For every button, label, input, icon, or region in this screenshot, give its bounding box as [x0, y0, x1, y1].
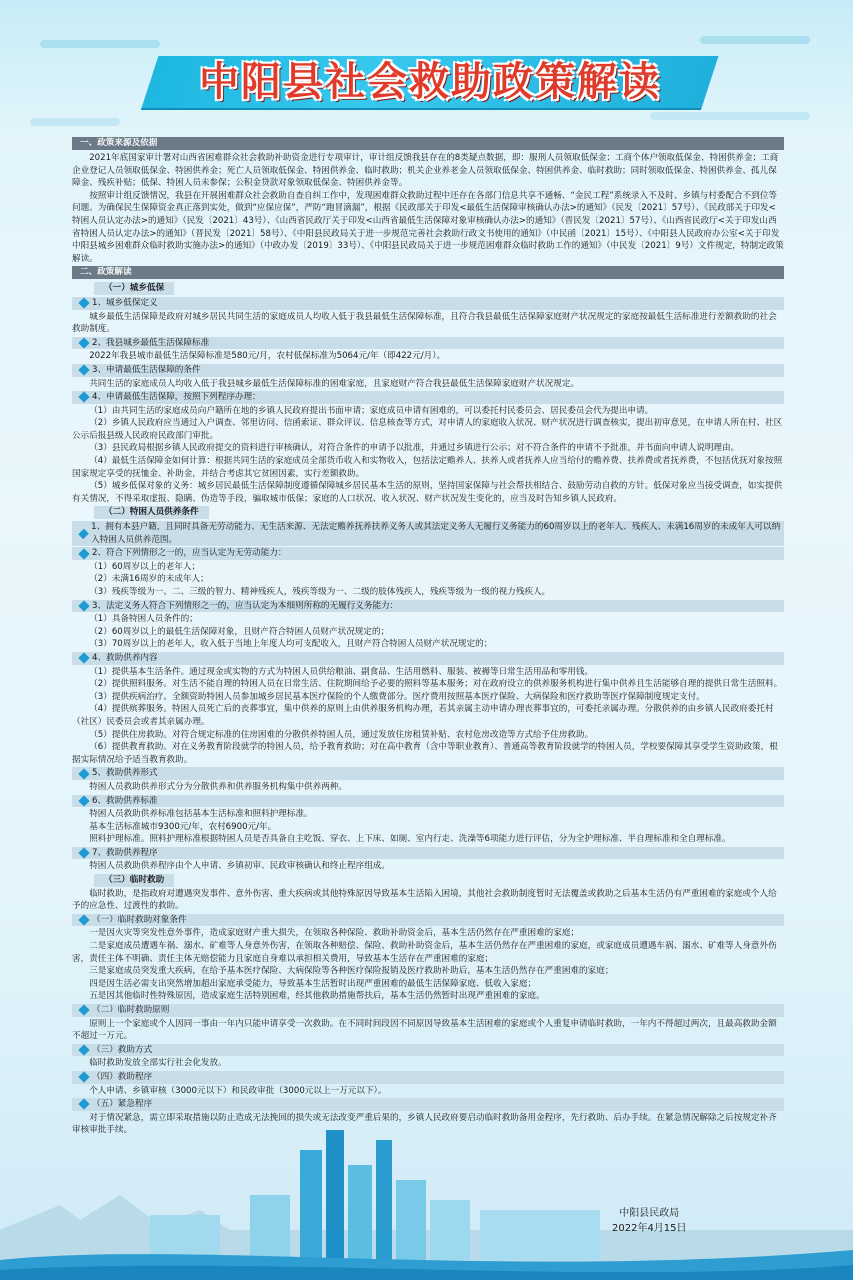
building-shape: [150, 1215, 220, 1260]
bullet-heading: 4、救助供养内容: [72, 652, 784, 665]
section-heading: 二、政策解读: [72, 266, 784, 279]
diamond-icon: [78, 848, 89, 859]
building-shape: [480, 1210, 600, 1260]
list-item: 照料护理标准。照料护理标准根据特困人员是否具备自主吃饭、穿衣、上下床、如厕、室内行走、洗澡等6项能力进行评估，分为全护理标准、半自理标准和全自理标准。: [89, 834, 731, 845]
list-item: （1）由共同生活的家庭成员向户籍所在地的乡镇人民政府提出书面申请；家庭成员申请有困难的，可以委托村民委员会、居民委员会代为提出申请。: [89, 405, 654, 416]
diamond-icon: [78, 768, 89, 779]
building-shape: [326, 1130, 344, 1260]
subsection-heading: （一）城乡低保: [94, 282, 174, 295]
paragraph: 共同生活的家庭成员人均收入低于我县城乡最低生活保障标准的困难家庭，且家庭财产符合我县最低生活保障家庭财产状况规定。: [89, 378, 580, 389]
paragraph: 2022年我县城市最低生活保障标准是580元/月，农村低保标准为5064元/年（即422元/月）。: [89, 351, 446, 362]
list-item: （5）提供住房救助。对符合规定标准的住房困难的分散供养特困人员，通过发放住房租赁补贴、农村危房改造等方式给予住房救助。: [89, 729, 594, 740]
list-item: （3）提供疾病治疗。全额资助特困人员参加城乡居民基本医疗保险的个人缴费部分。医疗费用按照基本医疗保险、大病保险和医疗救助等医疗保障制度规定支付。: [89, 691, 705, 702]
list-item: （4）提供殡葬服务。特困人员死亡后的丧葬事宜，集中供养的原则上由供养服务机构办理，若其亲属主动申请办理丧葬事宜的，可委托亲属办理。分散供养的由乡镇人民政府委托村（社区）民委员会或者其亲属办理。: [72, 704, 774, 727]
diamond-icon: [78, 795, 89, 806]
deco-stripe: [30, 118, 120, 126]
building-shape: [376, 1140, 392, 1260]
signature-block: [612, 1206, 687, 1236]
diamond-icon: [78, 600, 89, 611]
bullet-heading: （二）临时救助原则: [72, 1004, 784, 1017]
list-item: （1）提供基本生活条件。通过现金或实物的方式为特困人员供给粮油、副食品、生活用燃料、服装、被褥等日常生活用品和零用钱。: [89, 666, 594, 677]
list-item: 三是家庭成员突发重大疾病，在给予基本医疗保险、大病保险等各种医疗保险报销及医疗救助补助后，基本生活仍然存在严重困难的家庭；: [89, 966, 614, 977]
deco-stripe: [700, 36, 810, 44]
diamond-icon: [78, 365, 89, 376]
bullet-heading: （一）临时救助对象条件: [72, 914, 784, 927]
paragraph: 城乡最低生活保障是政府对城乡居民共同生活的家庭成员人均收入低于我县最低生活保障标准，且符合我县最低生活保障家庭财产状况规定的家庭按最低生活标准进行差额救助的社会救助制度。: [72, 311, 777, 335]
list-item: （5）城乡低保对象的义务：城乡居民最低生活保障制度遵循保障城乡居民基本生活的原则，坚持国家保障与社会帮扶相结合、鼓励劳动自救的方针。低保对象应当接受调查，如实提供有关情况，不得采取虚报、隐瞒、伪造等手段，骗取城市低保；家庭的人口状况、收入状况、财产状况发生变化的，应当及时告知乡镇人民政府。: [72, 481, 783, 504]
building-shape: [300, 1150, 322, 1260]
bullet-heading: 7、救助供养程序: [72, 847, 784, 860]
bullet-heading: 2、符合下列情形之一的，应当认定为无劳动能力：: [72, 547, 784, 560]
diamond-icon: [78, 1099, 89, 1110]
deco-stripe: [650, 112, 810, 120]
issue-date: 2022年4月15日: [612, 1223, 687, 1234]
list-item: （2）60周岁以上的最低生活保障对象，且财产符合特困人员财产状况规定的；: [89, 626, 390, 637]
bullet-heading: （五）紧急程序: [72, 1098, 784, 1111]
diamond-icon: [78, 337, 89, 348]
diamond-icon: [78, 1044, 89, 1055]
list-item: 基本生活标准城市9300元/年，农村6900元/年。: [89, 821, 277, 832]
paragraph: 特困人员救助供养程序由个人申请、乡镇初审、民政审核确认和终止程序组成。: [89, 861, 390, 872]
bullet-heading: 3、申请最低生活保障的条件: [72, 364, 784, 377]
list-item: 五是因其他临时性特殊原因，造成家庭生活特别困难，经其他救助措施帮扶后，基本生活仍然暂时出现严重困难的家庭。: [89, 991, 545, 1002]
paragraph: 按照审计组反馈情况，我县在开展困难群众社会救助自查自纠工作中，发现困难群众救助过程中还存在各部门信息共享不通畅、“金民工程”系统录入不及时、乡镇与村委配合不到位等问题。为确保民生保障资金真正落到实处，做到“应保应保”，严防“跑冒滴漏”，根据《民政部关于印发<最低生活保障审核确认办法>的通知》（民发〔2021〕57号）、《民政部关于印发<特困人员认定办法>的通知》（民发〔2021〕43号）、《山西省民政厅关于印发<山西省最低生活保障对象审核确认办法>的通知》（晋民发〔2021〕57号）、《山西省民政厅<关于印发山西省特困人员认定办法>的通知》（晋民发〔2021〕58号）、《中阳县民政局关于进一步规范完善社会救助行政文书使用的通知》（中民函〔2021〕15号）、《中阳县人民政府办公室<关于印发中阳县城乡困难群众临时救助实施办法>的通知》（中政办发〔2019〕33号）、《中阳县民政局关于进一步规范困难群众临时救助工作的通知》（中民发〔2021〕9号）文件规定，特制定政策解读。: [72, 190, 784, 264]
list-item: （3）县民政局根据乡镇人民政府提交的资料进行审核确认，对符合条件的申请予以批准，并通过乡镇进行公示；对不符合条件的申请不予批准，并书面向申请人说明理由。: [89, 443, 740, 454]
diamond-icon: [78, 653, 89, 664]
bullet-heading: 1、拥有本县户籍，且同时具备无劳动能力、无生活来源、无法定赡养抚养扶养义务人或其法定义务人无履行义务能力的60周岁以上的老年人、残疾人、未满16周岁的未成年人可以纳入特困人员供养范围。: [72, 521, 784, 546]
paragraph: 2021年底国家审计署对山西省困难群众社会救助补助资金进行专项审计，审计组反馈我县存在的8类疑点数据，即：服刑人员领取低保金；工商个体户领取低保金、特困供养金；工商企业登记人员领取低保金、特困供养金；死亡人员领取低保金、特困供养金、临时救助；机关企业养老金人员领取低保金、特困供养金、临时救助；同时领取低保金、特困供养金、孤儿保障金、残疾补贴；低保、特困人员未参保；公积金贷款对象领取低保金、特困供养金等。: [72, 153, 779, 189]
paragraph: 临时救助发放全部实行社会化发放。: [89, 1058, 227, 1069]
list-item: （2）未满16周岁的未成年人；: [89, 574, 209, 585]
building-shape: [430, 1200, 470, 1260]
subsection-heading: （二）特困人员供养条件: [94, 506, 209, 519]
list-item: （1）60周岁以上的老年人；: [89, 561, 201, 572]
diamond-icon: [78, 1005, 89, 1016]
building-shape: [348, 1165, 372, 1260]
list-item: （4）最低生活保障金如何计算：根据共同生活的家庭成员全部货币收入和实物收入，包括法定赡养人、扶养人或者抚养人应当给付的赡养费、扶养费或者抚养费，不包括优抚对象按照国家规定享受的抚恤金、补助金，并结合考虑其它贫困因素，实行差额救助。: [72, 456, 783, 479]
section-heading: 一、政策来源及依据: [72, 137, 784, 150]
diamond-icon: [78, 914, 89, 925]
paragraph: 个人申请、乡镇审核（3000元以下）和民政审批（3000元以上一万元以下）。: [89, 1085, 387, 1096]
bullet-heading: 2、我县城乡最低生活保障标准: [72, 337, 784, 350]
bullet-heading: 3、法定义务人符合下列情形之一的，应当认定为本细则所称的无履行义务能力：: [72, 600, 784, 613]
issuing-organization: 中阳县民政局: [619, 1208, 680, 1219]
page-title: 中阳县社会救助政策解读: [199, 59, 661, 105]
bullet-heading: 5、救助供养形式: [72, 767, 784, 780]
list-item: 一是因火灾等突发性意外事件，造成家庭财产重大损失，在领取各种保险、救助补助资金后，基本生活仍然存在严重困难的家庭；: [89, 928, 580, 939]
diamond-icon: [78, 1072, 89, 1083]
document-body: [72, 136, 784, 1137]
city-skyline-illustration: [0, 1110, 853, 1280]
diamond-icon: [78, 392, 89, 403]
paragraph: 对于情况紧急，需立即采取措施以防止造成无法挽回的损失或无法改变严重后果的，乡镇人民政府要启动临时救助备用金程序，先行救助、后办手续。在紧急情况解除之后按规定补齐审核审批手续。: [72, 1112, 777, 1136]
building-shape: [250, 1195, 290, 1260]
bullet-heading: （四）救助程序: [72, 1071, 784, 1084]
list-item: （1）具备特困人员条件的；: [89, 614, 198, 625]
list-item: 特困人员救助供养标准包括基本生活标准和照料护理标准。: [89, 809, 313, 820]
paragraph: 原则上一个家庭或个人因同一事由一年内只能申请享受一次救助。在不同时间段因不同原因导致基本生活困难的家庭或个人重复申请临时救助，一年内不得超过两次，且最高救助金额不超过一万元。: [72, 1018, 777, 1042]
diamond-icon: [78, 528, 89, 539]
building-shape: [396, 1180, 426, 1260]
diamond-icon: [78, 548, 89, 559]
bullet-heading: 1、城乡低保定义: [72, 297, 784, 310]
bullet-heading: （三）救助方式: [72, 1044, 784, 1057]
list-item: 四是因生活必需支出突然增加超出家庭承受能力，导致基本生活暂时出现严重困难的最低生活保障家庭、低收入家庭；: [89, 978, 537, 989]
list-item: （6）提供教育救助。对在义务教育阶段就学的特困人员，给予教育救助；对在高中教育（含中等职业教育）、普通高等教育阶段就学的特困人员，学校要保障其享受学生资助政策，根据实际情况给予适当教育救助。: [72, 742, 778, 765]
paragraph: 临时救助，是指政府对遭遇突发事件、意外伤害、重大疾病或其他特殊原因导致基本生活陷入困境，其他社会救助制度暂时无法覆盖或救助之后基本生活仍有严重困难的家庭或个人给予的应急性、过渡性的救助。: [72, 888, 777, 912]
subsection-heading: （三）临时救助: [94, 874, 174, 887]
diamond-icon: [78, 298, 89, 309]
deco-stripe: [40, 40, 160, 48]
list-item: （2）乡镇人民政府应当通过入户调查、邻里访问、信函索证、群众评议、信息核查等方式，对申请人的家庭收入状况、财产状况进行调查核实，提出初审意见，在申请人所在村、社区公示后报县级人民政府民政部门审批。: [72, 418, 783, 441]
bullet-heading: 4、申请最低生活保障，按照下列程序办理：: [72, 391, 784, 404]
list-item: （2）提供照料服务。对生活不能自理的特困人员在日常生活、住院期间给予必要的照料等基本服务；对在政府设立的供养服务机构进行集中供养且生活能够自理的提供日常生活照料。: [89, 679, 783, 690]
list-item: （3）残疾等级为一、二、三级的智力、精神残疾人，残疾等级为一、二级的肢体残疾人，残疾等级为一级的视力残疾人。: [89, 587, 551, 597]
list-item: 二是家庭成员遭遇车祸、溺水、矿难等人身意外伤害，在领取各种赔偿、保险、救助补助资金后，基本生活仍然存在严重困难的家庭，或家庭成员遭遇车祸、溺水、矿难等人身意外伤害，责任主体不明确、责任主体无赔偿能力且家庭自身难以承担相关费用，导致基本生活存在严重困难的家庭；: [72, 941, 777, 964]
paragraph: 特困人员救助供养形式分为分散供养和供养服务机构集中供养两种。: [89, 781, 348, 792]
list-item: （3）70周岁以上的老年人，收入低于当地上年度人均可支配收入，且财产符合特困人员财产状况规定的；: [89, 639, 493, 650]
bullet-heading: 6、救助供养标准: [72, 795, 784, 808]
